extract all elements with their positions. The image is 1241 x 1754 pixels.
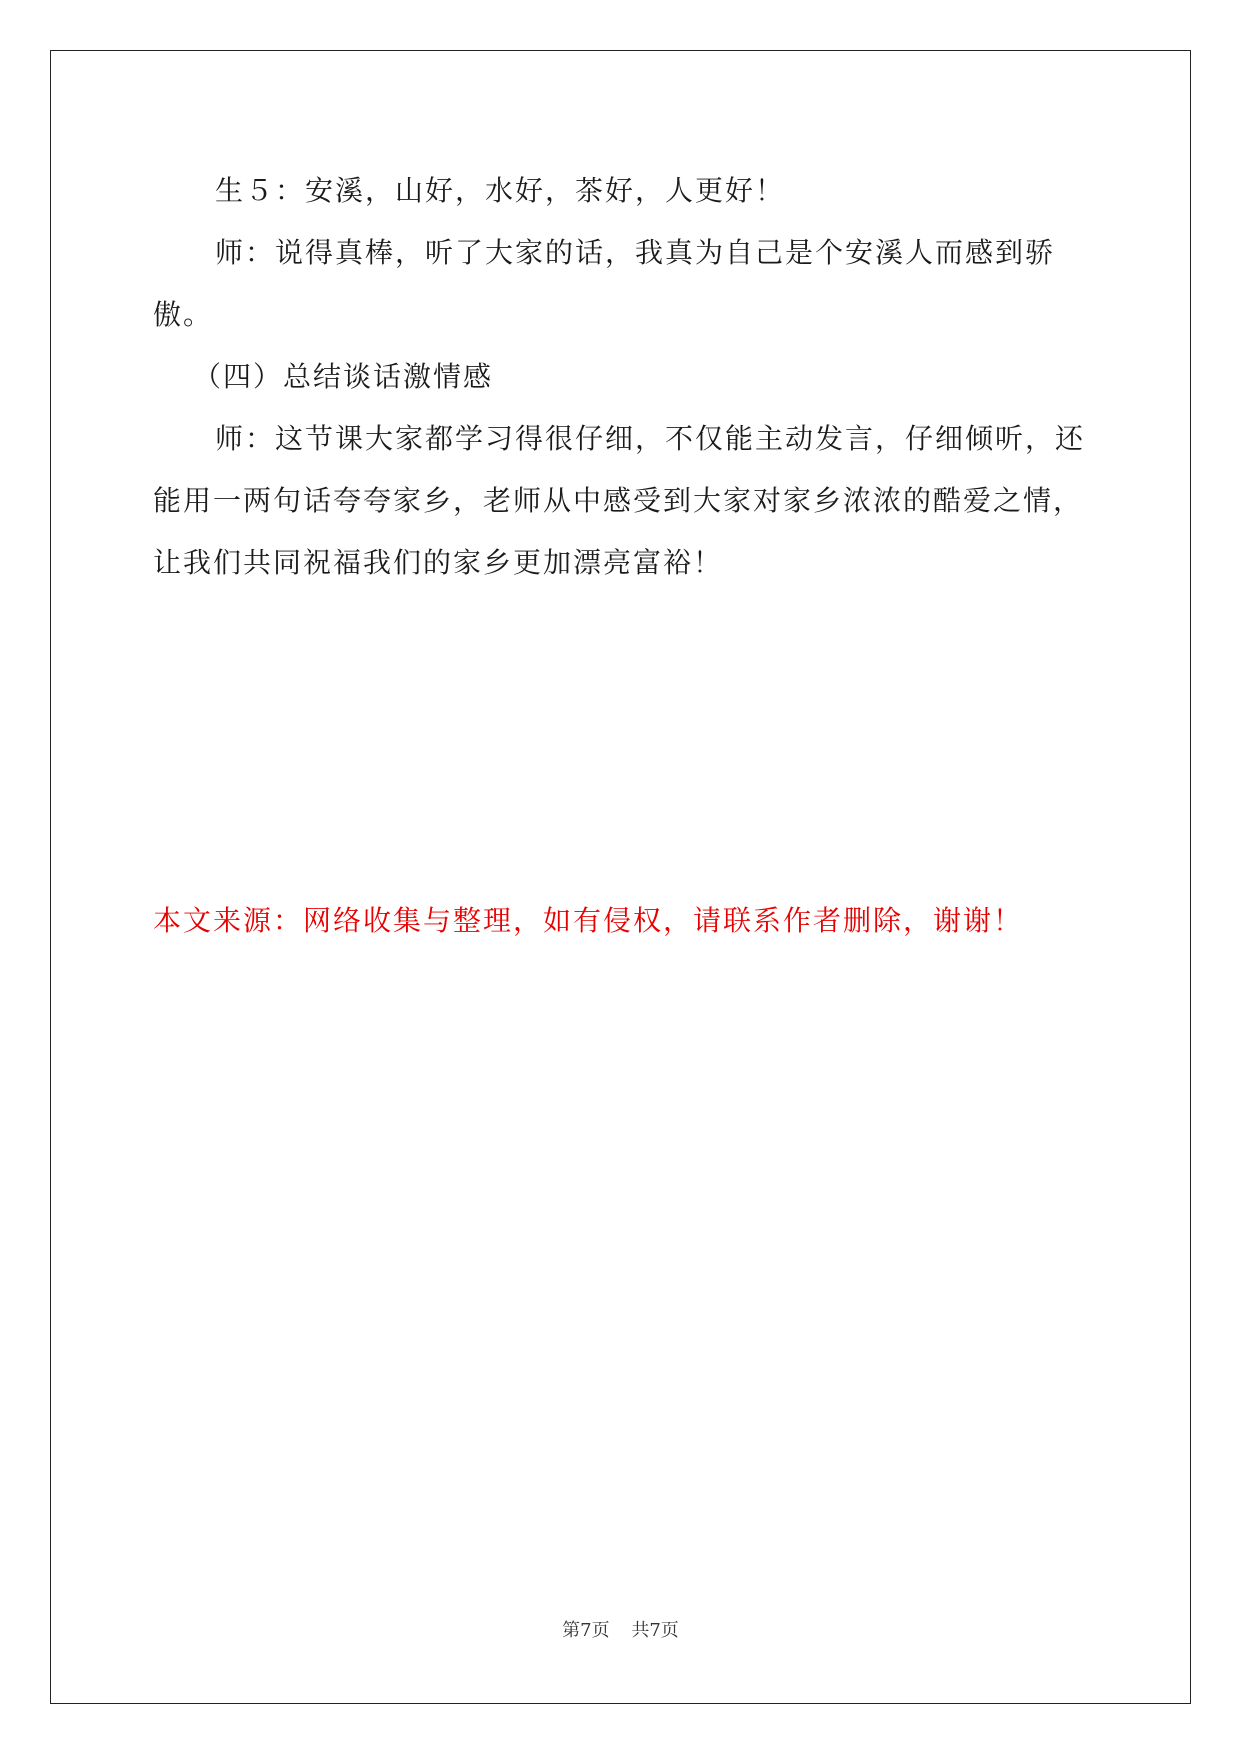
- paragraph-teacher-praise: 师：说得真棒，听了大家的话，我真为自己是个安溪人而感到骄傲。: [153, 236, 1056, 331]
- paragraph-teacher-summary: 师：这节课大家都学习得很仔细，不仅能主动发言，仔细倾听，还能用一两句话夸夸家乡，老师从中感受到大家对家乡浓浓的酷爱之情，让我们共同祝福我们的家乡更加漂亮富裕！: [153, 422, 1086, 579]
- page-number-total: 共7页: [631, 1620, 679, 1641]
- paragraph-student-5: 生５：安溪，山好，水好，茶好，人更好！: [215, 174, 786, 207]
- document-body: [153, 160, 1093, 594]
- page-footer: [0, 1616, 1241, 1642]
- section-heading: （四）总结谈话激情感: [193, 360, 494, 393]
- page-number-current: 第7页: [562, 1620, 610, 1641]
- source-note: 本文来源：网络收集与整理，如有侵权，请联系作者删除，谢谢！: [153, 904, 1024, 937]
